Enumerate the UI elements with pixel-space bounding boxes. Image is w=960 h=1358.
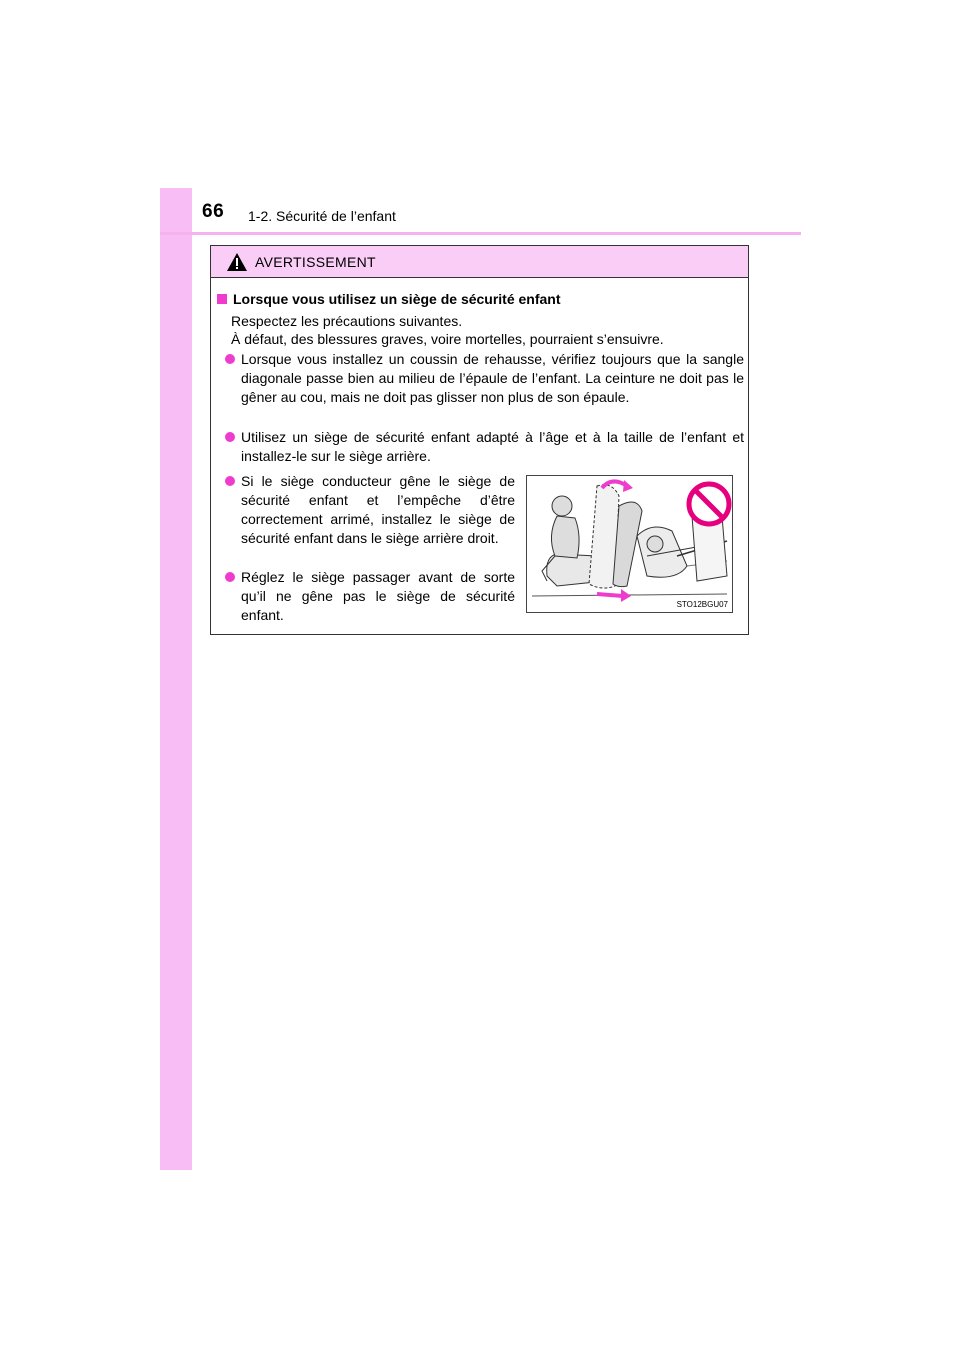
bullet-item bbox=[225, 568, 515, 625]
section-heading bbox=[217, 291, 561, 307]
bullet-item bbox=[225, 428, 744, 466]
bullet-text: Si le siège conducteur gêne le siège de sécurité enfant et l’empêche d’être correctement arrimé, installez le siège de sécurité enfant dans le siège arrière droit. bbox=[241, 473, 515, 546]
bullet-dot-icon bbox=[225, 354, 235, 364]
bullet-dot-icon bbox=[225, 432, 235, 442]
warning-box bbox=[210, 245, 749, 635]
seat-illustration-drawing bbox=[527, 476, 732, 612]
section-title: 1-2. Sécurité de l’enfant bbox=[248, 208, 396, 224]
side-band bbox=[160, 188, 192, 1170]
bullet-text: Réglez le siège passager avant de sorte qu’il ne gêne pas le siège de sécurité enfant. bbox=[241, 569, 515, 623]
bullet-dot-icon bbox=[225, 572, 235, 582]
page-number: 66 bbox=[202, 201, 225, 222]
figure-code: STO12BGU07 bbox=[676, 600, 728, 609]
intro-line-1: Respectez les précautions suivantes. bbox=[231, 313, 463, 329]
warning-title: AVERTISSEMENT bbox=[255, 254, 376, 270]
bullet-item bbox=[225, 350, 744, 407]
bullet-text: Utilisez un siège de sécurité enfant adapté à l’âge et à la taille de l’enfant et installez-le sur le siège arrière. bbox=[241, 429, 744, 464]
intro-line-2: À défaut, des blessures graves, voire mortelles, pourraient s’ensuivre. bbox=[231, 331, 664, 347]
bullet-text: Lorsque vous installez un coussin de rehausse, vérifiez toujours que la sangle diagonale passe bien au milieu de l’épaule de l’enfant. La ceinture ne doit pas le gêner au cou, mais ne doit pas glisser non plus de son épaule. bbox=[241, 351, 744, 405]
bullet-dot-icon bbox=[225, 476, 235, 486]
header-rule bbox=[160, 232, 801, 235]
warning-header bbox=[211, 246, 748, 278]
warning-triangle-icon bbox=[226, 252, 248, 272]
bullet-item bbox=[225, 472, 515, 548]
seat-interference-illustration bbox=[526, 475, 733, 613]
square-bullet-icon bbox=[217, 294, 227, 304]
section-heading-text: Lorsque vous utilisez un siège de sécurité enfant bbox=[233, 291, 561, 307]
